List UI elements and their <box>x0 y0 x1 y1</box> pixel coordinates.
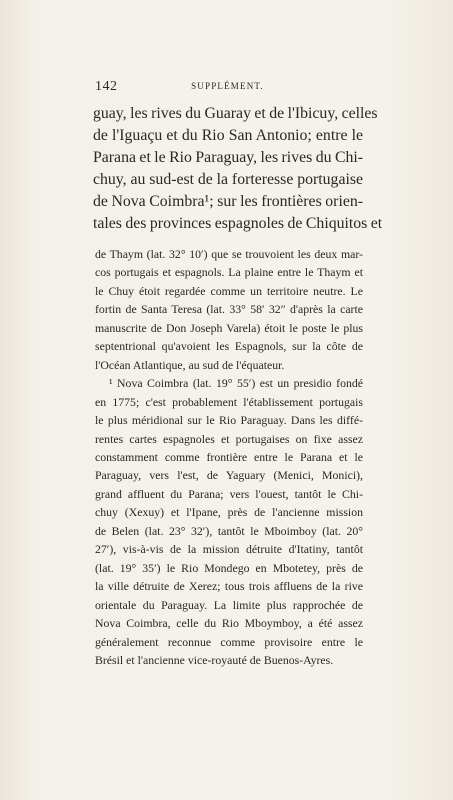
footnote-line: de Thaym (lat. 32° 10′) que se trouvoient les deux mar- <box>95 247 363 261</box>
running-head: SUPPLÉMENT. <box>191 81 264 91</box>
footnote-line: chuy (Xexuy) et l'Ipane, près de l'ancienne mission <box>95 505 363 520</box>
main-text-line: de Nova Coimbra¹; sur les frontières orien- <box>93 193 363 210</box>
footnote-line: rentes cartes espagnoles et portugaises on fixe assez <box>95 431 363 446</box>
footnote-line: l'Océan Atlantique, au sud de l'équateur. <box>95 357 285 372</box>
footnote-line: de Belen (lat. 23° 32′), tantôt le Mboimboy (lat. 20° <box>95 523 363 538</box>
footnote-line: en 1775; c'est probablement l'établissement portugais <box>95 394 363 409</box>
footnote-line: le plus méridional sur le Rio Paraguay. Dans les diffé- <box>95 413 363 428</box>
footnote-line: Nova Coimbra, celle du Rio Mboymboy, a été assez <box>95 616 363 631</box>
footnote-line: Paraguay, vers l'est, de Yaguary (Menici, Monici), <box>95 468 363 483</box>
main-text-block <box>93 103 383 235</box>
footnote-line: grand affluent du Parana; vers l'ouest, tantôt le Chi- <box>95 486 363 501</box>
main-text-line: de l'Iguaçu et du Rio San Antonio; entre le <box>93 127 363 144</box>
footnote-line: Brésil et l'ancienne vice-royauté de Buenos-Ayres. <box>95 652 334 667</box>
footnote-line: (lat. 19° 35′) le Rio Mondego en Mbotetey, près de <box>95 560 363 575</box>
footnote-line: fortin de Santa Teresa (lat. 33° 58′ 32″ d'après la carte <box>95 302 363 317</box>
footnotes-block <box>95 245 363 669</box>
footnote-line: septentrional qu'avoient les Espagnols, sur la côte de <box>95 339 363 354</box>
page-number: 142 <box>95 79 118 94</box>
footnote-line: constamment comme frontière entre le Parana et le <box>95 449 363 464</box>
footnote-line: généralement reconnue comme provisoire entre le <box>95 634 363 649</box>
footnote-line: cos portugais et espagnols. La plaine entre le Thaym et <box>95 265 363 280</box>
main-text-line: Parana et le Rio Paraguay, les rives du Chi- <box>93 149 364 166</box>
footnote-line: la ville détruite de Xerez; tous trois affluens de la rive <box>95 579 363 594</box>
main-text-line: guay, les rives du Guaray et de l'Ibicuy, celles <box>93 105 378 122</box>
footnote-line: le Chuy étoit regardée comme un territoire neutre. Le <box>95 283 363 298</box>
footnote-line: 27′), vis-à-vis de la mission détruite d'Itatiny, tantôt <box>95 542 363 557</box>
footnote-line: orientale du Paraguay. La limite plus rapprochée de <box>95 597 363 612</box>
main-text-line: chuy, au sud-est de la forteresse portugaise <box>93 171 363 188</box>
main-text-line: tales des provinces espagnoles de Chiquitos et <box>93 215 383 232</box>
footnote-line: manuscrite de Don Joseph Varela) étoit le poste le plus <box>95 320 363 335</box>
footnote-line: ¹ Nova Coimbra (lat. 19° 55′) est un presidio fondé <box>109 376 363 391</box>
